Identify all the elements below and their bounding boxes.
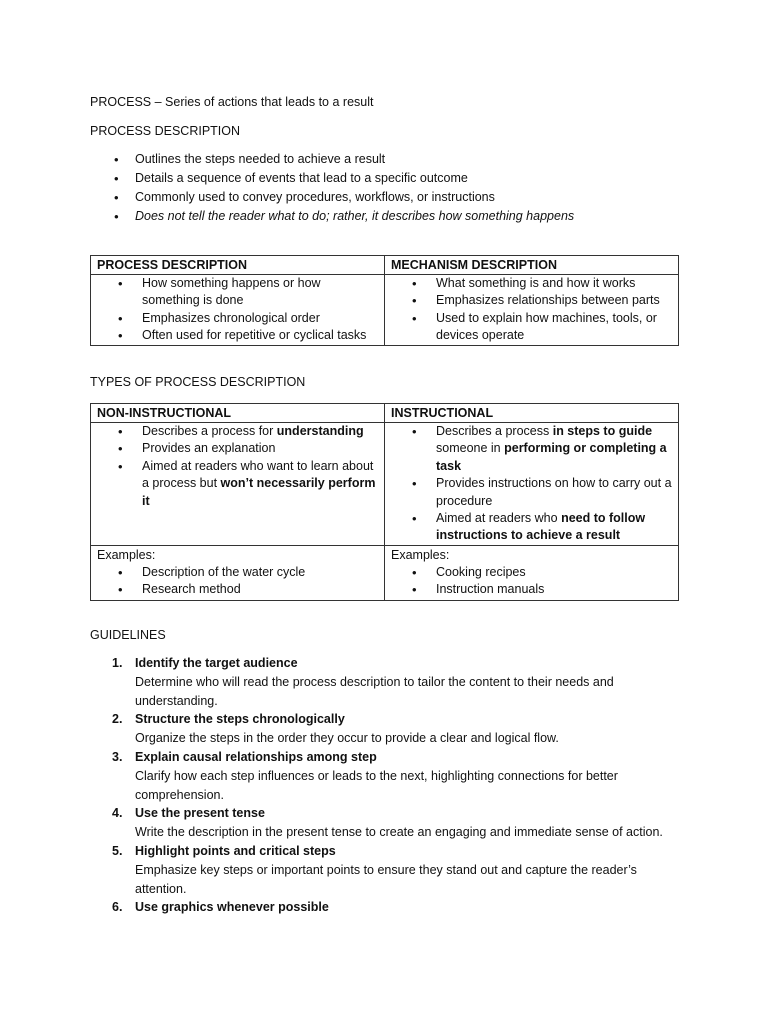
examples-label: Examples: [391,547,450,562]
list-item: • Describes a process for understanding [91,423,384,440]
list-item: • Aimed at readers who want to learn about a process but won’t necessarily perform it [91,458,384,510]
cell-list [385,423,678,545]
list-item: • Provides an explanation [91,440,384,457]
list-item [90,710,690,748]
list-item: • Instruction manuals [385,581,672,598]
cell-list [385,275,678,345]
item-title: Structure the steps chronologically [135,712,345,727]
list-item: • Often used for repetitive or cyclical tasks [91,327,384,344]
column-header: MECHANISM DESCRIPTION [385,256,679,275]
item-title: Use graphics whenever possible [135,900,329,915]
list-item: • Emphasizes chronological order [91,310,384,327]
item-description: Write the description in the present tense to create an engaging and immediate sense of action. [135,825,663,840]
examples-list [385,564,672,599]
list-item: • Aimed at readers who need to follow instructions to achieve a result [385,510,678,545]
item-title: Explain causal relationships among step [135,749,377,764]
list-item: • Does not tell the reader what to do; rather, it describes how something happens [90,207,574,226]
list-item: • Details a sequence of events that lead to a specific outcome [90,169,574,188]
types-table [90,403,679,601]
list-item [90,804,690,842]
item-number: 6. [112,900,123,915]
list-item: • Description of the water cycle [91,564,378,581]
guidelines-title: GUIDELINES [90,628,166,642]
list-item: • How something happens or how something is done [91,275,384,310]
list-item: • Emphasizes relationships between parts [385,292,678,309]
list-item: • Commonly used to convey procedures, workflows, or instructions [90,188,574,207]
table-cell [385,545,679,600]
column-header: NON-INSTRUCTIONAL [91,404,385,423]
item-number: 4. [112,806,123,821]
list-item: • Outlines the steps needed to achieve a result [90,150,574,169]
list-item: • Describes a process in steps to guide someone in performing or completing a task [385,423,678,475]
table-cell [385,423,679,546]
item-description: Organize the steps in the order they occur to provide a clear and logical flow. [135,731,559,746]
item-description: Determine who will read the process description to tailor the content to their needs and understanding. [135,674,614,708]
page-heading: PROCESS – Series of actions that leads to a result [90,95,374,109]
list-item [90,898,690,917]
table-row [91,423,679,546]
item-number: 2. [112,712,123,727]
column-header: INSTRUCTIONAL [385,404,679,423]
table-cell [385,275,679,346]
table-cell [91,545,385,600]
list-item [90,748,690,804]
list-item [90,654,690,710]
examples-label: Examples: [97,547,156,562]
item-number: 3. [112,749,123,764]
process-description-list [90,150,574,226]
table-row [91,545,679,600]
table-cell [91,275,385,346]
table-header-row [91,404,679,423]
list-item: • What something is and how it works [385,275,678,292]
item-number: 5. [112,843,123,858]
table-cell [91,423,385,546]
item-title: Use the present tense [135,806,265,821]
list-item: • Used to explain how machines, tools, or devices operate [385,310,678,345]
list-item: • Provides instructions on how to carry out a procedure [385,475,678,510]
guidelines-list [90,654,690,917]
table-row [91,275,679,346]
item-title: Identify the target audience [135,656,298,670]
process-description-title: PROCESS DESCRIPTION [90,124,241,138]
list-item [90,842,690,898]
examples-list [91,564,378,599]
cell-list [91,275,384,345]
list-item: • Cooking recipes [385,564,672,581]
types-title: TYPES OF PROCESS DESCRIPTION [90,375,306,389]
item-number: 1. [112,656,123,670]
cell-list [91,423,384,510]
item-title: Highlight points and critical steps [135,843,336,858]
item-description: Emphasize key steps or important points to ensure they stand out and capture the reader’s attention. [135,862,637,896]
table-header-row [91,256,679,275]
column-header: PROCESS DESCRIPTION [91,256,385,275]
item-description: Clarify how each step influences or leads to the next, highlighting connections for better comprehension. [135,768,618,802]
list-item: • Research method [91,581,378,598]
comparison-table [90,255,679,346]
